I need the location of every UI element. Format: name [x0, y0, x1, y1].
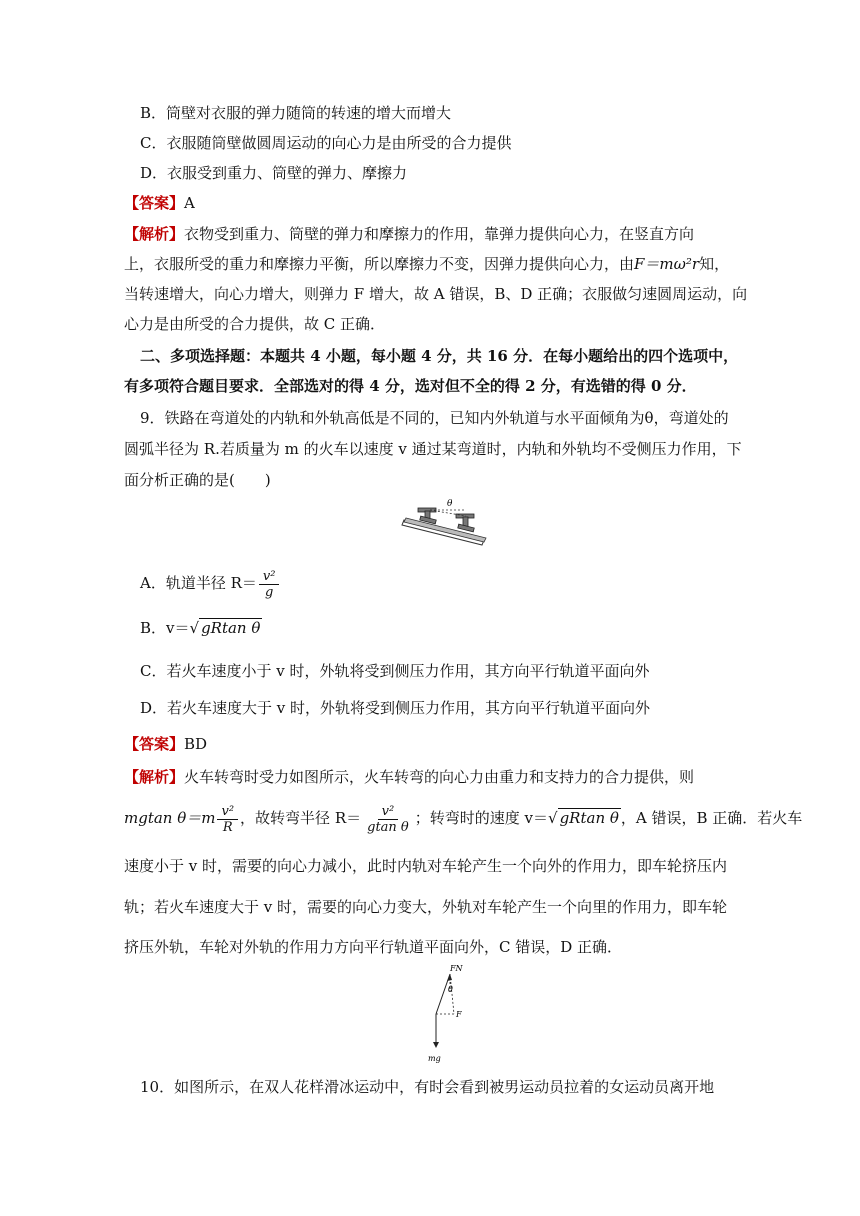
rail-incline-figure	[400, 494, 492, 550]
q9-analysis-line-3: 速度小于 v 时，需要的向心力减小，此时内轨对车轮产生一个向外的作用力，即车轮挤压内	[124, 857, 728, 875]
fraction	[217, 804, 238, 835]
q9-analysis-formula-line	[124, 800, 802, 836]
q9-option-d: D．若火车速度大于 v 时，外轨将受到侧压力作用，其方向平行轨道平面向外	[140, 699, 651, 717]
analysis-text: ，故转弯半径 R＝	[240, 809, 362, 827]
q9-option-c: C．若火车速度小于 v 时，外轨将受到侧压力作用，其方向平行轨道平面向外	[140, 662, 650, 680]
numerator: v²	[378, 804, 399, 820]
q9-answer	[124, 734, 207, 754]
q8-option-c: C．衣服随筒壁做圆周运动的向心力是由所受的合力提供	[140, 134, 512, 152]
option-a-text: A．轨道半径 R＝	[140, 574, 257, 592]
answer-tag: 【答案】	[124, 735, 185, 753]
q9-analysis-line-4: 轨；若火车速度大于 v 时，需要的向心力变大，外轨对车轮产生一个向里的作用力，即车轮	[124, 898, 728, 916]
sqrt-expression: gRtan θ	[201, 619, 261, 637]
q9-option-a	[140, 568, 281, 600]
section-heading-1: 二、多项选择题：本题共 4 小题，每小题 4 分，共 16 分．在每小题给出的四个选项中，	[140, 347, 739, 365]
q8-analysis-line-2	[124, 254, 729, 274]
option-b-text: B．v＝	[140, 619, 190, 637]
q8-analysis-line-3: 当转速增大，向心力增大，则弹力 F 增大，故 A 错误，B、D 正确；衣服做匀速圆周运动，向	[124, 285, 748, 303]
answer-value: A	[184, 194, 195, 212]
q8-option-b: B．筒壁对衣服的弹力随筒的转速的增大而增大	[140, 104, 452, 122]
denominator: gtan θ	[367, 819, 409, 835]
q9-stem-2: 圆弧半径为 R.若质量为 m 的火车以速度 v 通过某弯道时，内轨和外轨均不受侧压力作用，下	[124, 440, 742, 458]
force-diagram	[420, 962, 470, 1066]
fraction	[363, 804, 413, 835]
q9-analysis-line-5: 挤压外轨，车轮对外轨的作用力方向平行轨道平面向外，C 错误，D 正确．	[124, 938, 623, 956]
analysis-text: 知，	[699, 255, 730, 273]
section-heading-2: 有多项符合题目要求．全部选对的得 4 分，选对但不全的得 2 分，有选错的得 0 分．	[124, 377, 697, 395]
denominator: R	[222, 819, 233, 835]
mg-label: mg	[428, 1054, 441, 1063]
numerator: v²	[217, 804, 238, 820]
q8-option-d: D．衣服受到重力、筒壁的弹力、摩擦力	[140, 164, 408, 182]
sqrt-expression: gRtan θ	[559, 809, 619, 827]
q9-analysis-line-1	[124, 767, 694, 787]
analysis-text: ；转弯时的速度 v＝	[414, 809, 549, 827]
denominator: g	[265, 584, 274, 600]
fn-label: FN	[450, 964, 463, 973]
numerator: v²	[259, 569, 280, 585]
q8-analysis-line-1	[124, 224, 694, 244]
q8-analysis-line-4: 心力是由所受的合力提供，故 C 正确．	[124, 315, 386, 333]
analysis-tag: 【解析】	[124, 225, 185, 243]
formula: mgtan θ＝m	[124, 809, 216, 827]
q10-stem-1: 10．如图所示，在双人花样滑冰运动中，有时会看到被男运动员拉着的女运动员离开地	[140, 1078, 715, 1096]
analysis-text: 衣物受到重力、筒壁的弹力和摩擦力的作用，靠弹力提供向心力，在竖直方向	[184, 225, 695, 243]
analysis-text: ，A 错误，B 正确．若火车	[620, 809, 803, 827]
q9-stem-3: 面分析正确的是( )	[124, 471, 271, 489]
analysis-text: 上，衣服所受的重力和摩擦力平衡，所以摩擦力不变，因弹力提供向心力，由	[124, 255, 635, 273]
theta-label: θ	[448, 985, 453, 994]
answer-value: BD	[184, 735, 208, 753]
q8-answer	[124, 193, 195, 213]
f-label: F	[456, 1010, 462, 1019]
rail-theta-label: θ	[447, 499, 453, 509]
formula: F＝mω²r	[634, 255, 700, 273]
answer-tag: 【答案】	[124, 194, 185, 212]
q9-stem-1: 9．铁路在弯道处的内轨和外轨高低是不同的，已知内外轨道与水平面倾角为θ，弯道处的	[140, 409, 729, 427]
fraction	[259, 569, 280, 600]
analysis-text: 火车转弯时受力如图所示，火车转弯的向心力由重力和支持力的合力提供，则	[184, 768, 695, 786]
q9-option-b	[140, 618, 262, 638]
analysis-tag: 【解析】	[124, 768, 185, 786]
